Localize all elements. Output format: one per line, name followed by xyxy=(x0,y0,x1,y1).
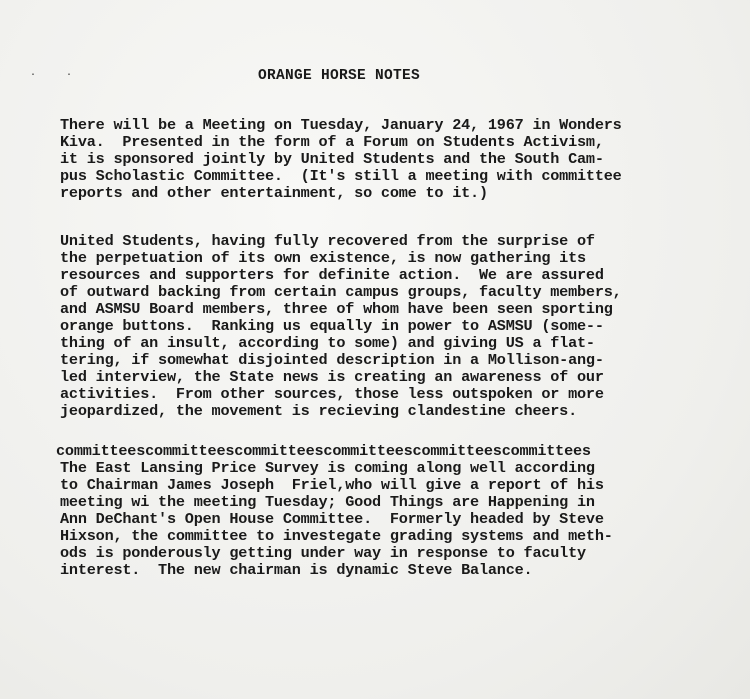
text-line: tering, if somewhat disjointed description in a Mollison-ang- xyxy=(60,351,604,369)
text-line: There will be a Meeting on Tuesday, January 24, 1967 in Wonders xyxy=(60,116,622,134)
text-line: and ASMSU Board members, three of whom have been seen sporting xyxy=(60,300,613,318)
text-line: ods is ponderously getting under way in response to faculty xyxy=(60,544,586,562)
paragraph-united-students xyxy=(60,233,622,420)
text-line: led interview, the State news is creating an awareness of our xyxy=(60,368,604,386)
text-line: The East Lansing Price Survey is coming along well according xyxy=(60,459,595,477)
paragraph-meeting-announcement xyxy=(60,117,622,202)
text-line: resources and supporters for definite action. We are assured xyxy=(60,266,604,284)
text-line: reports and other entertainment, so come to it.) xyxy=(60,184,488,202)
text-line: interest. The new chairman is dynamic Steve Balance. xyxy=(60,561,533,579)
paragraph-committees xyxy=(56,443,613,579)
text-line: it is sponsored jointly by United Students and the South Cam- xyxy=(60,150,604,168)
page-title: ORANGE HORSE NOTES xyxy=(258,68,421,84)
text-line: pus Scholastic Committee. (It's still a meeting with committee xyxy=(60,167,622,185)
text-line: activities. From other sources, those less outspoken or more xyxy=(60,385,604,403)
text-line: Kiva. Presented in the form of a Forum on Students Activism, xyxy=(60,133,604,151)
text-line: of outward backing from certain campus groups, faculty members, xyxy=(60,283,622,301)
margin-marks: · · xyxy=(30,70,85,81)
text-line: United Students, having fully recovered from the surprise of xyxy=(60,232,595,250)
text-line: committeescommitteescommitteescommitteescommitteescommittees xyxy=(56,442,591,460)
text-line: orange buttons. Ranking us equally in power to ASMSU (some-- xyxy=(60,317,604,335)
text-line: the perpetuation of its own existence, is now gathering its xyxy=(60,249,586,267)
text-line: jeopardized, the movement is recieving clandestine cheers. xyxy=(60,402,578,420)
text-line: to Chairman James Joseph Friel,who will give a report of his xyxy=(60,476,604,494)
text-line: meeting wi the meeting Tuesday; Good Things are Happening in xyxy=(60,493,595,511)
text-line: Hixson, the committee to investegate grading systems and meth- xyxy=(60,527,613,545)
text-line: thing of an insult, according to some) and giving US a flat- xyxy=(60,334,595,352)
text-line: Ann DeChant's Open House Committee. Formerly headed by Steve xyxy=(60,510,604,528)
